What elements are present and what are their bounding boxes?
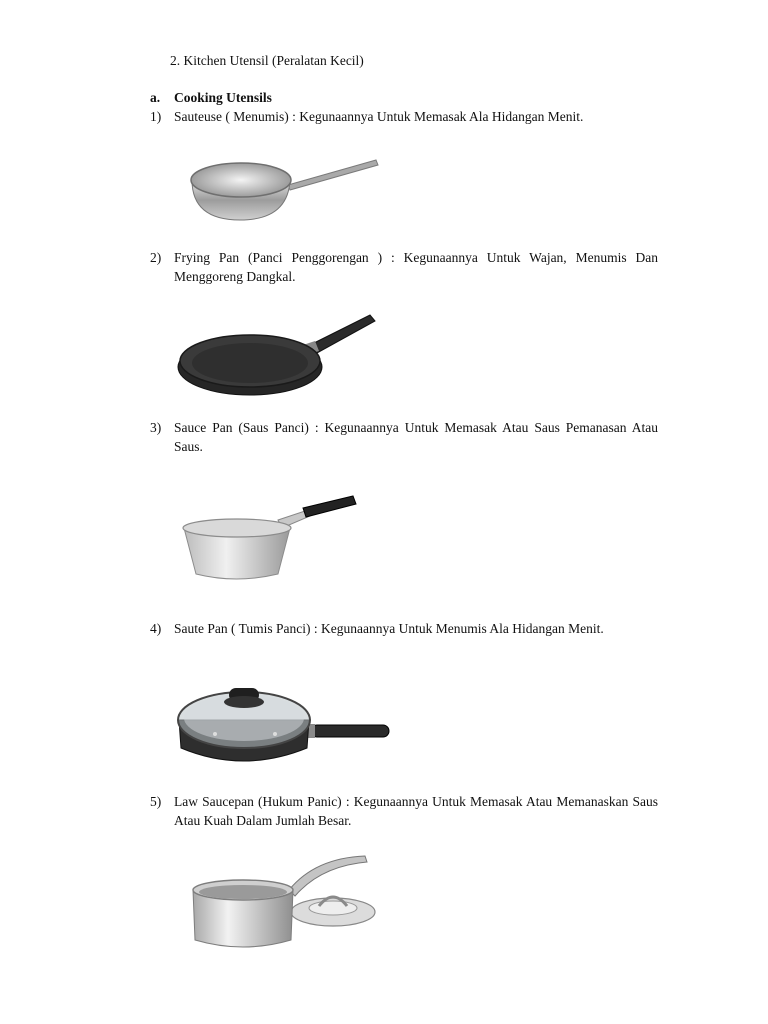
list-item-number: 1): [150, 109, 162, 124]
list-item-text: Law Saucepan (Hukum Panic) : Kegunaannya Untuk Memasak Atau Memanaskan Saus Atau Kuah Dalam Jumlah Besar.: [174, 794, 658, 828]
list-item-number: 4): [150, 621, 162, 636]
list-item-text: Sauteuse ( Menumis) : Kegunaannya Untuk Memasak Ala Hidangan Menit.: [174, 109, 584, 124]
list-item-text: Frying Pan (Panci Penggorengan ) : Kegunaannya Untuk Wajan, Menumis Dan Menggoreng Dangkal.: [174, 250, 658, 284]
list-item-number: 3): [150, 420, 162, 435]
frying-pan-icon: [175, 305, 380, 400]
saute-pan-with-lid-icon: [175, 680, 395, 772]
list-item-text: Saute Pan ( Tumis Panci) : Kegunaannya Untuk Menumis Ala Hidangan Menit.: [174, 621, 604, 636]
list-item-text: Sauce Pan (Saus Panci) : Kegunaannya Untuk Memasak Atau Saus Pemanasan Atau Saus.: [174, 420, 658, 454]
saucepan-with-lid-icon: [185, 848, 385, 958]
list-item-number: 2): [150, 250, 162, 265]
sauce-pan-icon: [178, 490, 363, 590]
section-marker: a.: [150, 90, 161, 105]
list-item-frying-pan: [150, 248, 658, 286]
list-item-number: 5): [150, 794, 162, 809]
sauteuse-pan-icon: [178, 140, 383, 230]
document-heading: 2. Kitchen Utensil (Peralatan Kecil): [170, 53, 364, 68]
section-title: [150, 88, 272, 107]
section-title-text: Cooking Utensils: [174, 90, 272, 105]
list-item-law-saucepan: [150, 792, 658, 830]
list-item-saute-pan: [150, 619, 658, 638]
list-item-sauteuse: [150, 107, 658, 126]
list-item-sauce-pan: [150, 418, 658, 456]
